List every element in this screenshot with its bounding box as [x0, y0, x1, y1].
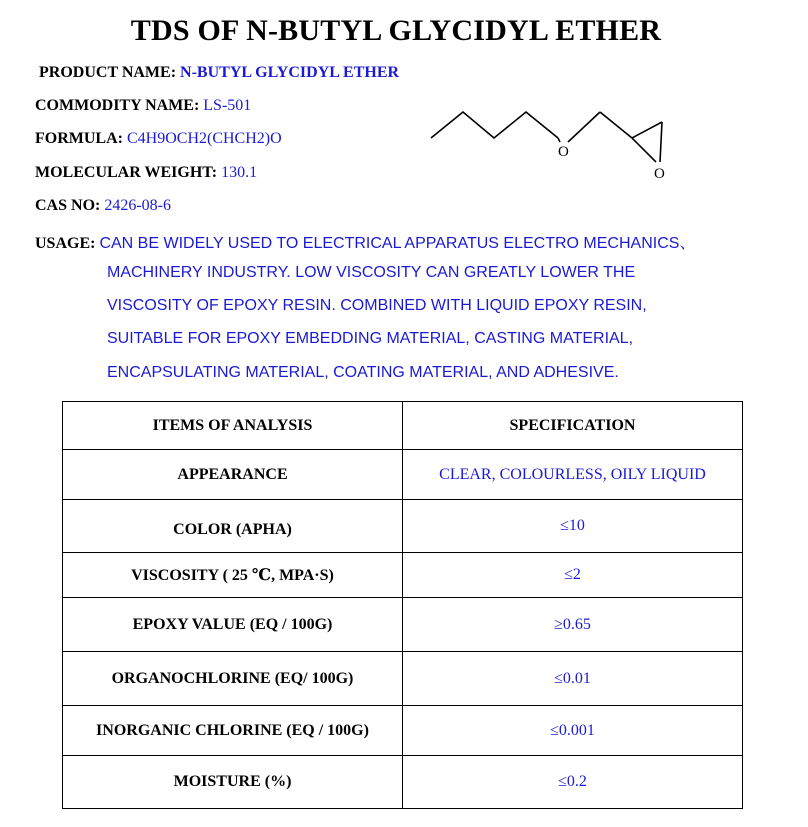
- usage-line: ENCAPSULATING MATERIAL, COATING MATERIAL, AND ADHESIVE.: [107, 364, 619, 381]
- usage-label: USAGE:: [35, 235, 96, 252]
- spec-cell: CLEAR, COLOURLESS, OILY LIQUID: [403, 450, 743, 500]
- product-name-label: PRODUCT NAME:: [39, 64, 177, 81]
- commodity-name-label: COMMODITY NAME:: [35, 97, 200, 114]
- specification-table: [62, 401, 743, 809]
- table-row: [63, 500, 743, 553]
- item-cell: VISCOSITY ( 25 ℃, MPA·S): [63, 553, 403, 598]
- formula-row: [35, 130, 282, 148]
- spec-cell: ≤0.2: [403, 756, 743, 809]
- usage-line: VISCOSITY OF EPOXY RESIN. COMBINED WITH LIQUID EPOXY RESIN,: [107, 297, 647, 314]
- item-cell: APPEARANCE: [63, 450, 403, 500]
- table-row: [63, 652, 743, 706]
- spec-cell: ≤10: [403, 500, 743, 553]
- usage-line: CAN BE WIDELY USED TO ELECTRICAL APPARATUS ELECTRO MECHANICS、: [99, 235, 696, 252]
- document-title: TDS OF N-BUTYL GLYCIDYL ETHER: [130, 14, 662, 47]
- usage-row: [35, 230, 695, 253]
- formula-value: C4H9OCH2(CHCH2)O: [126, 130, 282, 147]
- table-row: [63, 706, 743, 756]
- commodity-name-row: [35, 97, 251, 115]
- table-row: [63, 756, 743, 809]
- product-name-value: N-BUTYL GLYCIDYL ETHER: [180, 64, 400, 81]
- ether-oxygen-label: O: [558, 144, 569, 160]
- molecular-weight-row: [35, 164, 257, 182]
- item-cell: EPOXY VALUE (EQ / 100G): [63, 598, 403, 652]
- header-specification: SPECIFICATION: [403, 402, 743, 450]
- item-cell: COLOR (APHA): [63, 500, 403, 553]
- molecular-weight-label: MOLECULAR WEIGHT:: [35, 164, 218, 181]
- item-cell: INORGANIC CHLORINE (EQ / 100G): [63, 706, 403, 756]
- usage-line: SUITABLE FOR EPOXY EMBEDDING MATERIAL, CASTING MATERIAL,: [107, 330, 634, 347]
- product-name-row: [39, 64, 399, 82]
- table-header-row: [63, 402, 743, 450]
- molecular-structure-diagram: [428, 100, 678, 185]
- cas-label: CAS NO:: [35, 197, 101, 214]
- spec-cell: ≤0.01: [403, 652, 743, 706]
- table-row: [63, 553, 743, 598]
- molecular-weight-value: 130.1: [221, 164, 258, 181]
- spec-cell: ≤0.001: [403, 706, 743, 756]
- item-cell: MOISTURE (%): [63, 756, 403, 809]
- cas-row: [35, 197, 171, 215]
- epoxide-oxygen-label: O: [654, 166, 665, 182]
- table-row: [63, 450, 743, 500]
- header-items: ITEMS OF ANALYSIS: [63, 402, 403, 450]
- table-row: [63, 598, 743, 652]
- commodity-name-value: LS-501: [203, 97, 252, 114]
- cas-value: 2426-08-6: [104, 197, 171, 214]
- usage-line: MACHINERY INDUSTRY. LOW VISCOSITY CAN GREATLY LOWER THE: [107, 264, 636, 281]
- formula-label: FORMULA:: [35, 130, 123, 147]
- item-cell: ORGANOCHLORINE (EQ/ 100G): [63, 652, 403, 706]
- spec-cell: ≤2: [403, 553, 743, 598]
- spec-cell: ≥0.65: [403, 598, 743, 652]
